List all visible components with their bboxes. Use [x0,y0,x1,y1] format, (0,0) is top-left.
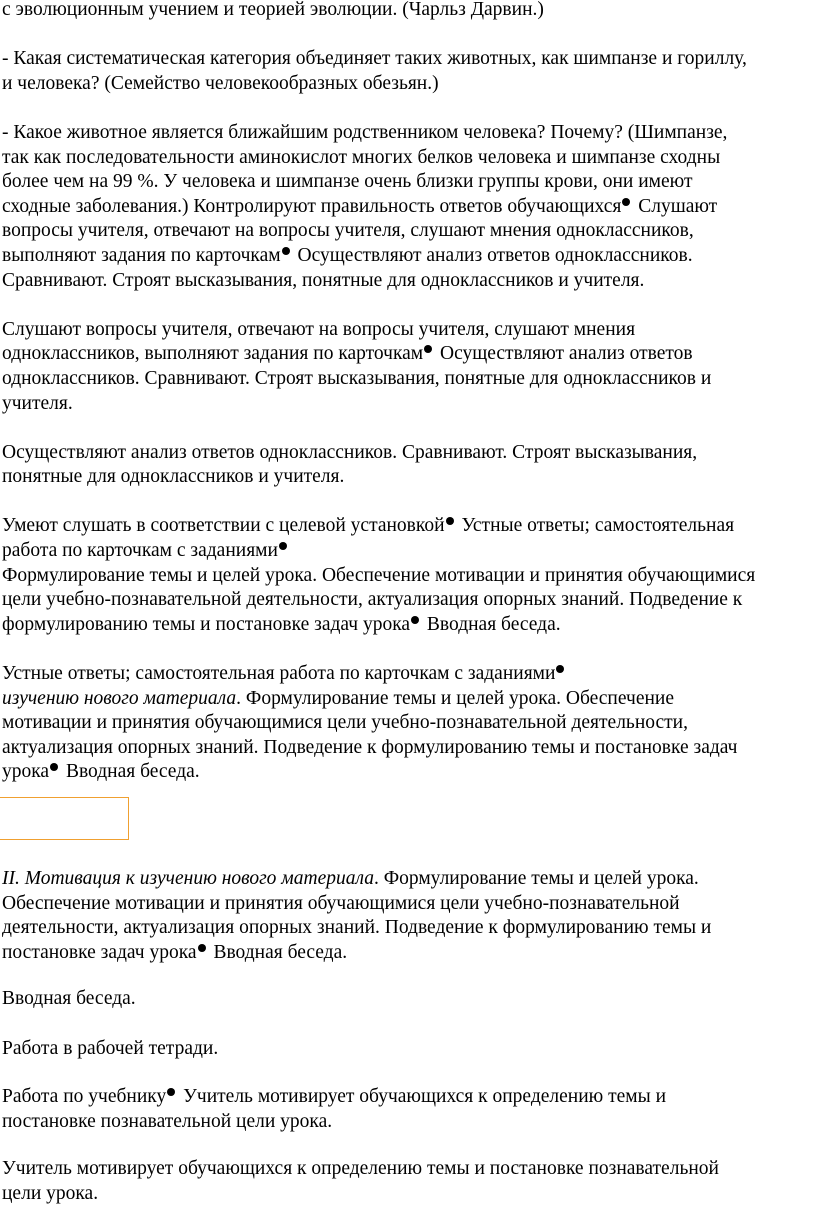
text-line: актуализация опорных знаний. Подведение к формулированию темы и постановке задач [2,736,738,758]
text-line: Формулирование темы и целей урока. Обеспечение мотивации и принятия обучающимися [2,564,756,586]
paragraph-2 [2,47,814,96]
paragraph-7 [2,662,814,785]
text-line: одноклассников. Сравнивают. Строят высказывания, понятные для одноклассников и [2,367,712,389]
paragraph-textbook [2,1085,812,1134]
text-line [2,687,814,712]
bullet-icon [622,198,630,206]
text-segment: . Формулирование темы и целей урока. [373,868,699,889]
bullet-icon [50,763,58,771]
paragraph-intro-talk [2,987,812,1012]
text-segment: Вводная беседа. [208,941,348,963]
text-segment: постановке задач урока [2,941,197,963]
text-segment: Работа по учебнику [2,1086,167,1107]
text-line [2,867,812,892]
text-line: так как последовательности аминокислот многих белков человека и шимпанзе сходны [2,146,721,168]
paragraph-motivation [2,867,812,965]
paragraph-4 [2,318,814,416]
bullet-icon [446,517,454,525]
text-segment: Учитель мотивирует обучающихся к определению темы и [178,1086,667,1107]
bullet-icon [282,247,290,255]
text-segment: Устные ответы; самостоятельная [456,515,735,537]
text-line [2,1085,812,1110]
text-line: учителя. [2,392,73,414]
text-line [2,342,814,367]
text-segment: Устные ответы; самостоятельная работа по карточкам с заданиями [2,663,556,685]
text-segment: . Формулирование темы и целей урока. Обеспечение [236,687,674,709]
text-line [2,613,814,638]
text-line [2,760,814,785]
paragraph-1 [2,0,814,23]
bullet-icon [167,1088,175,1096]
paragraph-teacher [2,1157,812,1206]
italic-segment: II. Мотивация к изучению нового материала [2,868,374,889]
text-segment: формулированию темы и постановке задач урока [2,613,411,635]
text-segment: работа по карточкам с заданиями [2,540,278,562]
text-line: - Какая систематическая категория объединяет таких животных, как шимпанзе и гориллу, [2,48,747,70]
text-segment: Осуществляют анализ ответов [435,343,693,365]
bullet-icon [279,542,287,550]
text-line: Сравнивают. Строят высказывания, понятные для одноклассников и учителя. [2,269,645,291]
text-segment: сходные заболевания.) Контролируют правильность ответов обучающихся [2,195,622,217]
text-line: деятельности, актуализация опорных знаний. Подведение к формулированию темы и [2,917,712,939]
paragraph-workbook [2,1037,812,1062]
bullet-icon [198,944,206,952]
italic-segment: изучению нового материала [2,687,237,709]
text-segment: выполняют задания по карточкам [2,244,281,266]
text-segment: Вводная беседа. [422,613,561,635]
text-segment: урока [2,761,50,783]
text-line: Осуществляют анализ ответов одноклассников. Сравнивают. Строят высказывания, [2,441,698,463]
paragraph-5 [2,441,814,490]
text-segment: Вводная беседа. [61,761,200,783]
bullet-icon [424,345,432,353]
text-line [2,195,814,220]
text-line: цели учебно-познавательной деятельности, актуализация опорных знаний. Подведение к [2,589,743,611]
text-line: - Какое животное является ближайшим родственником человека? Почему? (Шимпанзе, [2,121,728,143]
bullet-icon [556,665,564,673]
text-line: понятные для одноклассников и учителя. [2,466,345,488]
text-line [2,662,814,687]
text-line: Слушают вопросы учителя, отвечают на вопросы учителя, слушают мнения [2,318,636,340]
text-line: мотивации и принятия обучающимися цели учебно-познавательной деятельности, [2,712,688,734]
text-line: Учитель мотивирует обучающихся к определению темы и постановке познавательной [2,1158,719,1179]
text-segment: Умеют слушать в соответствии с целевой установкой [2,515,445,537]
text-line: Обеспечение мотивации и принятия обучающимися цели учебно-познавательной [2,892,680,914]
bullet-icon [411,616,419,624]
empty-frame-box [0,797,129,840]
text-segment: одноклассников, выполняют задания по карточкам [2,343,424,365]
text-line: Работа в рабочей тетради. [2,1038,219,1059]
paragraph-3 [2,121,814,293]
text-line [2,244,814,269]
text-line: с эволюционным учением и теорией эволюции. (Чарльз Дарвин.) [2,0,544,20]
text-line [2,514,814,539]
text-segment: Осуществляют анализ ответов одноклассников. [292,244,693,266]
paragraph-6 [2,514,814,637]
text-line: цели урока. [2,1182,99,1204]
text-line: Вводная беседа. [2,988,136,1009]
text-line: постановке познавательной цели урока. [2,1110,333,1132]
text-segment: Слушают [633,195,718,217]
text-line [2,941,812,966]
text-line: вопросы учителя, отвечают на вопросы учителя, слушают мнения одноклассников, [2,220,694,242]
text-line: и человека? (Семейство человекообразных обезьян.) [2,72,439,94]
text-line: более чем на 99 %. У человека и шимпанзе очень близки группы крови, они имеют [2,171,693,193]
text-line [2,539,814,564]
